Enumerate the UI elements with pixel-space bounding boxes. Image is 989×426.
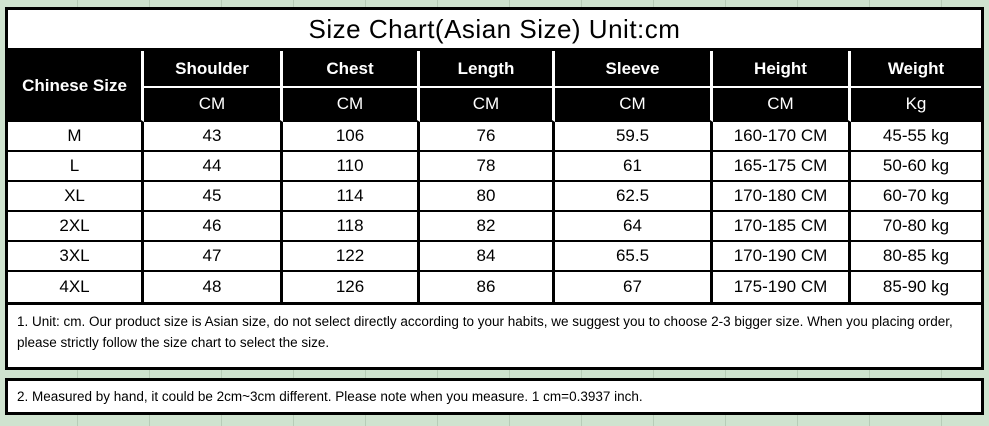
unit-cell: CM (555, 88, 713, 122)
column-header-length: Length (420, 51, 555, 88)
value-cell: 45 (144, 182, 283, 212)
value-cell: 114 (283, 182, 420, 212)
size-cell: L (8, 152, 144, 182)
value-cell: 110 (283, 152, 420, 182)
unit-cell: Kg (851, 88, 981, 122)
table-row (8, 152, 981, 182)
table-row (8, 122, 981, 152)
size-cell: 2XL (8, 212, 144, 242)
value-cell: 45-55 kg (851, 122, 981, 152)
table-row (8, 242, 981, 272)
value-cell: 80 (420, 182, 555, 212)
column-header-chinese-size: Chinese Size (8, 51, 144, 122)
size-chart-panel (5, 7, 984, 370)
value-cell: 80-85 kg (851, 242, 981, 272)
value-cell: 64 (555, 212, 713, 242)
column-header-chest: Chest (283, 51, 420, 88)
column-header-weight: Weight (851, 51, 981, 88)
value-cell: 47 (144, 242, 283, 272)
units-row (8, 88, 981, 122)
unit-cell: CM (420, 88, 555, 122)
value-cell: 122 (283, 242, 420, 272)
value-cell: 106 (283, 122, 420, 152)
value-cell: 44 (144, 152, 283, 182)
table-row (8, 182, 981, 212)
value-cell: 85-90 kg (851, 272, 981, 302)
value-cell: 118 (283, 212, 420, 242)
value-cell: 165-175 CM (713, 152, 851, 182)
value-cell: 43 (144, 122, 283, 152)
value-cell: 126 (283, 272, 420, 302)
column-header-sleeve: Sleeve (555, 51, 713, 88)
value-cell: 160-170 CM (713, 122, 851, 152)
value-cell: 67 (555, 272, 713, 302)
value-cell: 50-60 kg (851, 152, 981, 182)
unit-cell: CM (283, 88, 420, 122)
unit-cell: CM (713, 88, 851, 122)
table-row (8, 272, 981, 302)
value-cell: 170-185 CM (713, 212, 851, 242)
size-cell: XL (8, 182, 144, 212)
table-row (8, 212, 981, 242)
value-cell: 48 (144, 272, 283, 302)
value-cell: 61 (555, 152, 713, 182)
value-cell: 170-190 CM (713, 242, 851, 272)
page-title: Size Chart(Asian Size) Unit:cm (8, 10, 981, 51)
value-cell: 59.5 (555, 122, 713, 152)
size-cell: M (8, 122, 144, 152)
value-cell: 82 (420, 212, 555, 242)
size-cell: 4XL (8, 272, 144, 302)
size-cell: 3XL (8, 242, 144, 272)
note-unit-text: 1. Unit: cm. Our product size is Asian size, do not select directly according to your habits, we suggest you to choose 2-3 bigger size. When you placing order, please strictly follow the size chart to select the size. (8, 302, 981, 367)
value-cell: 175-190 CM (713, 272, 851, 302)
value-cell: 170-180 CM (713, 182, 851, 212)
column-header-height: Height (713, 51, 851, 88)
note-measure-text: 2. Measured by hand, it could be 2cm~3cm different. Please note when you measure. 1 cm=0.3937 inch. (5, 378, 984, 415)
value-cell: 60-70 kg (851, 182, 981, 212)
value-cell: 84 (420, 242, 555, 272)
size-chart-table (8, 51, 981, 302)
value-cell: 76 (420, 122, 555, 152)
unit-cell: CM (144, 88, 283, 122)
value-cell: 62.5 (555, 182, 713, 212)
value-cell: 86 (420, 272, 555, 302)
header-row (8, 51, 981, 88)
column-header-shoulder: Shoulder (144, 51, 283, 88)
value-cell: 78 (420, 152, 555, 182)
value-cell: 65.5 (555, 242, 713, 272)
value-cell: 70-80 kg (851, 212, 981, 242)
value-cell: 46 (144, 212, 283, 242)
